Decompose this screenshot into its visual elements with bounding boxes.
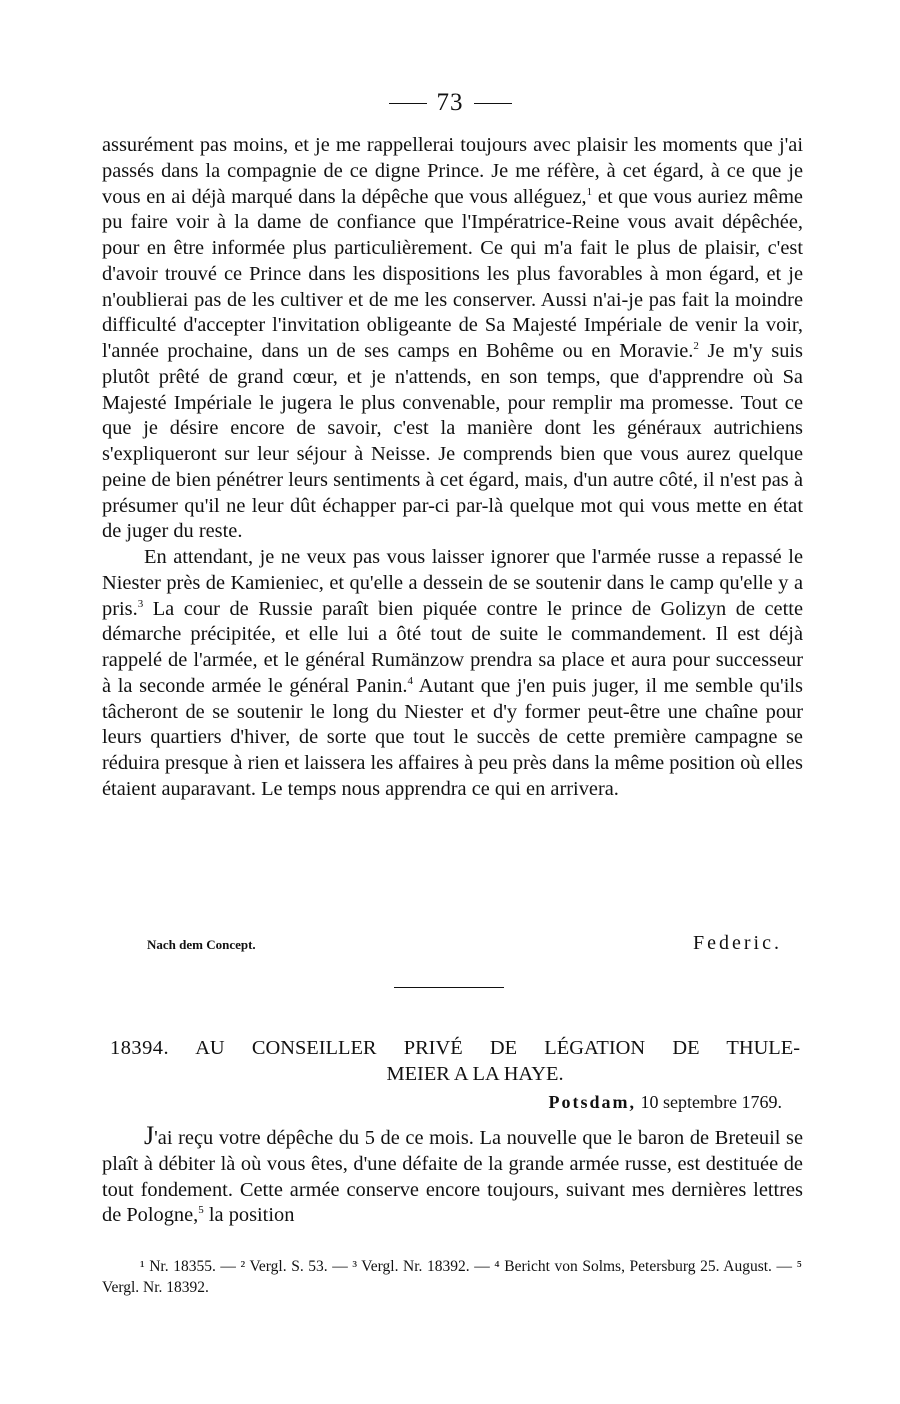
paragraph-1-text-b: et que vous auriez même pu faire voir à la dame de confiance que l'Impératrice-Reine vous avait dépêchée, pour en être informée plus particulièrement. Ce qui m'a fait le plus de plaisir, c'est d'avoir trouvé ce Prince dans les dispositions les plus favorables à mon égard, et je n'oublierai pas de les cultiver et de me les conserver. Aussi n'ai-je pas fait la moindre difficulté d'accepter l'invitation obligeante de Sa Majesté Impériale de venir la voir, l'année prochaine, dans un de ses camps en Bohême ou en Moravie. [102,185,803,362]
letter-heading [110,1036,800,1088]
letter-number: 18394. [110,1037,170,1059]
page-header [0,88,900,118]
right-rule [474,103,512,104]
footnote-mark-2: 2 [693,340,699,353]
footnote-mark-1: 1 [586,185,593,198]
paragraph-2-text-a: En attendant, je ne veux pas vous laisser ignorer que l'armée russe a repassé le Niester près de Kamieniec, et qu'elle a dessein de se soutenir dans le camp qu'elle y a pris. [102,546,803,620]
section-separator [394,987,504,988]
source-note: Nach dem Concept. [147,937,256,952]
dateline-date: 10 septembre 1769. [640,1092,782,1112]
heading-line-2: MEIER A LA HAYE. [386,1062,564,1085]
letter-closing [147,932,782,962]
new-letter-body [102,1123,803,1229]
footnotes [102,1256,802,1298]
dateline [420,1092,782,1113]
dateline-place: Potsdam, [548,1092,637,1112]
new-letter-text-b: la position [203,1204,295,1227]
paragraph-1 [102,133,803,545]
signature: Federic. [693,932,782,954]
heading-line-1 [110,1036,800,1062]
paragraph-1-text-c: Je m'y suis plutôt prêté de grand cœur, et je n'attends, en son temps, que d'apprendre où Sa Majesté Impériale le jugera le plus convenable, pour remplir ma promesse. Tout ce que je désire encore de savoir, c'est la manière dont les généraux autrichiens s'expliqueront sur leur séjour à Neisse. Je comprends bien que vous aurez quelque peine de bien pénétrer leurs sentiments à cet égard, mais, d'un autre côté, il n'est pas à présumer qu'il ne leur dût échapper par-ci par-là quelque mot qui vous mette en état de juger du reste. [102,340,803,543]
letter-body-continued [102,133,803,803]
left-rule [389,103,427,104]
heading-title-1: AU CONSEILLER PRIVÉ DE LÉGATION DE THULE- [195,1037,800,1059]
footnote-mark-4: 4 [407,674,414,687]
paragraph-2 [102,545,803,803]
paragraph-1-text-a: assurément pas moins, et je me rappellerai toujours avec plaisir les moments que j'ai passés dans la compagnie de ce digne Prince. Je me réfère, à cet égard, à ce que je vous en ai déjà marqué dans la dépêche que vous alléguez, [102,134,803,208]
footnote-mark-3: 3 [137,597,144,610]
new-letter-paragraph [102,1123,803,1229]
page-number: 73 [436,89,464,116]
initial-letter: J [144,1121,155,1150]
paragraph-2-text-b: La cour de Russie paraît bien piquée contre le prince de Golizyn de cette démarche précipitée, et elle lui a ôté tout de suite le commandement. Il est déjà rappelé de l'armée, et le général Rumänzow prendra sa place et aura pour successeur à la seconde armée le général Panin. [102,597,803,697]
new-letter-text-a: 'ai reçu votre dépêche du 5 de ce mois. La nouvelle que le baron de Breteuil se plaît à débiter là où vous êtes, d'une défaite de la grande armée russe, est destituée de tout fondement. Cette armée conserve encore toujours, suivant mes dernières lettres de Pologne, [102,1127,803,1227]
footnote-mark-5: 5 [198,1204,204,1217]
footnotes-text: ¹ Nr. 18355. — ² Vergl. S. 53. — ³ Vergl. Nr. 18392. — ⁴ Bericht von Solms, Petersburg 25. August. — ⁵ Vergl. Nr. 18392. [102,1258,802,1296]
paragraph-2-text-c: Autant que j'en puis juger, il me semble qu'ils tâcheront de se soutenir le long du Niester et d'y former peut-être une chaîne pour leurs quartiers d'hiver, de sorte que tout le succès de cette première campagne se réduira presque à rien et laissera les affaires à peu près dans la même position où elles étaient auparavant. Le temps nous apprendra ce qui en arrivera. [102,674,803,800]
